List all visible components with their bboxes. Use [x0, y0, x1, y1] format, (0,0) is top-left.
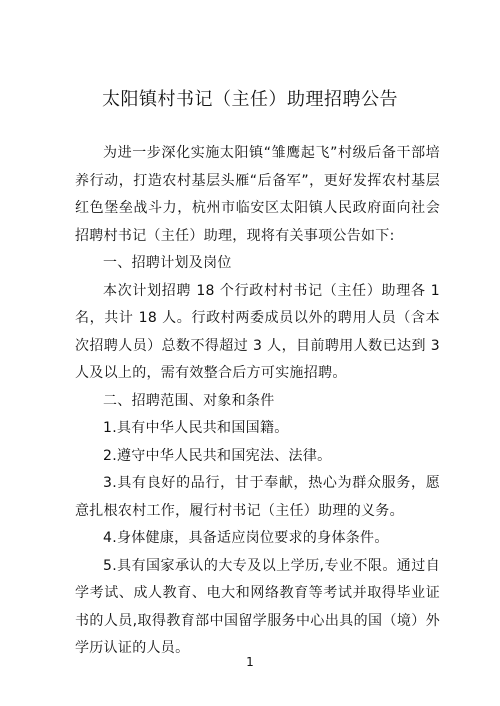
condition-item-2: 2.遵守中华人民共和国宪法、法律。 [103, 447, 332, 464]
page-number: 1 [246, 655, 254, 669]
condition-item-1: 1.具有中华人民共和国国籍。 [103, 420, 289, 436]
condition-item-4: 4.身体健康，具备适应岗位要求的身体条件。 [103, 530, 389, 546]
condition-item-5: 5.具有国家承认的大专及以上学历,专业不限。通过自学考试、成人教育、电大和网络教育等考试并取得毕业证书的人员,取得教育部中国留学服务中心出具的国（境）外学历认证的人员。 [75, 557, 440, 656]
intro-paragraph: 为进一步深化实施太阳镇“雏鹰起飞”村级后备干部培养行动，打造农村基层头雁“后备军”，更好发挥农村基层红色堡垒战斗力，杭州市临安区太阳镇人民政府面向社会招聘村书记（主任）助理，现将有关事项公告如下: [75, 145, 440, 244]
recruitment-plan-paragraph: 本次计划招聘 18 个行政村村书记（主任）助理各 1 名，共计 18 人。行政村两委成员以外的聘用人员（含本次招聘人员）总数不得超过 3 人，目前聘用人数已达到 3 人及以上的，需有效整合后方可实施招聘。 [75, 282, 440, 381]
section-heading-scope-conditions: 二、招聘范围、对象和条件 [103, 392, 275, 409]
document-title: 太阳镇村书记（主任）助理招聘公告 [102, 89, 398, 110]
document-body [75, 140, 440, 663]
condition-item-3: 3.具有良好的品行，甘于奉献，热心为群众服务，愿意扎根农村工作，履行村书记（主任）助理的义务。 [75, 475, 440, 519]
section-heading-recruitment-plan: 一、招聘计划及岗位 [103, 255, 232, 271]
